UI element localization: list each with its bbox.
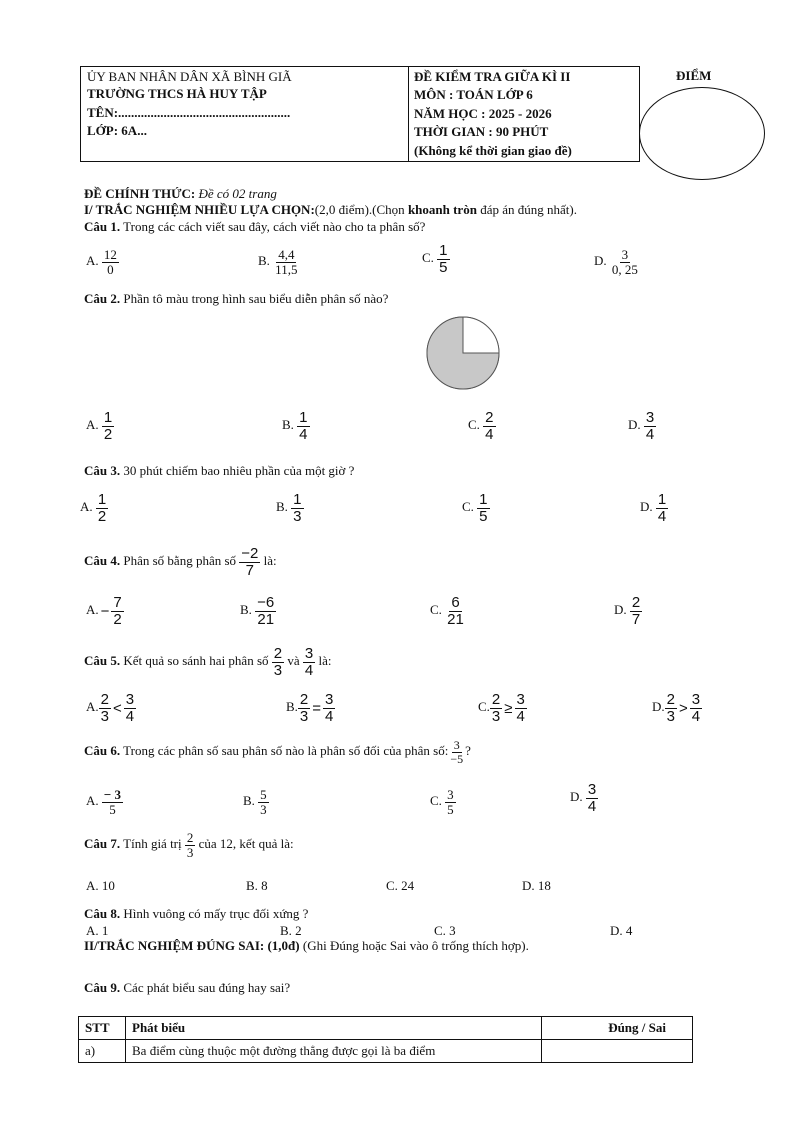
q5-text: Kết quả so sánh hai phân số xyxy=(120,653,272,669)
q2-b-num: 1 xyxy=(299,409,308,426)
q7-option-c[interactable]: C. 24 xyxy=(386,878,415,893)
q6-c-den: 5 xyxy=(447,801,454,817)
q3-d-letter: D. xyxy=(640,499,653,515)
header-exam-title: ĐỀ KIỂM TRA GIỮA KÌ II xyxy=(414,69,571,84)
q2-option-a[interactable] xyxy=(86,410,114,443)
q6-b-den: 3 xyxy=(260,801,267,817)
q1-text: Trong các cách viết sau đây, cách viết nào cho ta phân số? xyxy=(120,219,426,234)
q6-label: Câu 6. xyxy=(84,743,121,759)
header-name-line[interactable]: TÊN:..................................................... xyxy=(87,105,291,120)
q6-b-fraction xyxy=(258,788,269,816)
q1-label: Câu 1. xyxy=(84,219,121,234)
q7-option-b[interactable]: B. 8 xyxy=(246,878,268,893)
q2-b-fraction xyxy=(297,410,309,443)
q2-option-c[interactable] xyxy=(468,410,496,443)
q4-given-num: −2 xyxy=(241,545,259,562)
pie-unshaded-sector xyxy=(463,317,499,353)
q1-b-letter: B. xyxy=(258,253,270,269)
q2-c-den: 4 xyxy=(485,425,494,443)
header-box xyxy=(80,66,640,162)
q2-c-num: 2 xyxy=(485,409,494,426)
q7-label: Câu 7. xyxy=(84,836,121,852)
q8-text: Hình vuông có mấy trục đối xứng ? xyxy=(120,906,309,921)
q2-d-fraction xyxy=(644,410,656,443)
q6-b-num: 5 xyxy=(260,787,267,802)
q3-option-d[interactable] xyxy=(640,492,668,525)
q5-f2-den: 4 xyxy=(304,661,314,679)
q5-d-right-den: 4 xyxy=(691,707,701,725)
q3-d-fraction xyxy=(656,492,668,525)
header-statement: Phát biểu xyxy=(126,1017,542,1040)
q6-option-a[interactable] xyxy=(86,788,123,816)
q1-option-b[interactable] xyxy=(258,248,299,276)
q7-option-d[interactable]: D. 18 xyxy=(522,878,551,893)
q3-option-b[interactable] xyxy=(276,492,304,525)
q1-a-fraction xyxy=(102,248,119,276)
q4-d-num: 2 xyxy=(631,594,641,611)
q4-given-den: 7 xyxy=(245,561,255,579)
q6-given-fraction xyxy=(448,739,465,765)
q6-a-num: − 3 xyxy=(103,787,122,802)
q4-b-den: 21 xyxy=(257,610,275,628)
q3-label: Câu 3. xyxy=(84,463,121,478)
q6-stem xyxy=(84,739,471,765)
q5-c-letter: C. xyxy=(478,699,490,715)
q5-b-left-num: 2 xyxy=(299,691,309,708)
q1-option-a[interactable] xyxy=(86,248,119,276)
q1-option-c[interactable] xyxy=(422,243,450,276)
q3-d-num: 1 xyxy=(657,491,667,508)
row-answer-cell[interactable] xyxy=(542,1040,693,1063)
header-true-false: Đúng / Sai xyxy=(542,1017,693,1040)
q5-a-left-num: 2 xyxy=(100,691,109,708)
q1-b-num: 4,4 xyxy=(278,247,295,262)
q8-option-a[interactable]: A. 1 xyxy=(86,923,109,938)
q5-b-left-fraction xyxy=(298,692,310,725)
q5-b-right-num: 3 xyxy=(325,691,334,708)
q6-d-num: 3 xyxy=(587,781,597,798)
q8-stem xyxy=(84,906,308,922)
q1-a-num: 12 xyxy=(103,247,117,262)
q3-a-num: 1 xyxy=(97,491,107,508)
q5-option-a[interactable] xyxy=(86,692,136,725)
q5-b-operator: = xyxy=(312,699,322,717)
q5-and: và xyxy=(287,653,303,669)
q5-d-left-fraction xyxy=(665,692,677,725)
q5-c-right-num: 3 xyxy=(516,691,525,708)
q5-fraction-2 xyxy=(303,646,315,679)
q3-b-fraction xyxy=(291,492,303,525)
q1-d-fraction xyxy=(610,248,640,276)
q1-d-num: 3 xyxy=(621,247,629,262)
q5-a-left-fraction xyxy=(99,692,111,725)
official-label: ĐỀ CHÍNH THỨC: xyxy=(84,186,196,201)
q4-text: Phân số bằng phân số xyxy=(120,553,240,569)
q4-a-num: 7 xyxy=(113,594,122,611)
q5-d-right-fraction xyxy=(690,692,702,725)
table-header-row xyxy=(79,1017,693,1040)
q2-d-letter: D. xyxy=(628,417,641,433)
header-school: TRƯỜNG THCS HÀ HUY TẬP xyxy=(87,86,267,101)
q6-option-d[interactable] xyxy=(570,782,598,815)
header-school-year: NĂM HỌC : 2025 - 2026 xyxy=(414,106,552,121)
q5-d-left-den: 3 xyxy=(666,707,675,725)
q9-stem xyxy=(84,980,290,996)
q4-b-letter: B. xyxy=(240,602,252,618)
q5-d-operator: > xyxy=(678,699,688,717)
score-label: ĐIỂM xyxy=(676,68,712,83)
q2-a-num: 1 xyxy=(103,409,113,426)
q6-d-fraction xyxy=(586,782,598,815)
q5-a-left-den: 3 xyxy=(100,707,109,725)
q2-a-letter: A. xyxy=(86,417,99,433)
q6-text: Trong các phân số sau phân số nào là phân số đối của phân số: xyxy=(120,743,449,759)
q5-c-right-den: 4 xyxy=(516,707,525,725)
section2-note: (Ghi Đúng hoặc Sai vào ô trống thích hợp). xyxy=(299,938,529,953)
q3-b-den: 3 xyxy=(293,507,302,525)
section2-title: II/TRẮC NGHIỆM ĐÚNG SAI: (1,0đ) xyxy=(84,938,300,953)
q8-label: Câu 8. xyxy=(84,906,121,921)
row-stt: a) xyxy=(79,1040,126,1063)
q6-c-letter: C. xyxy=(430,793,442,809)
official-line xyxy=(84,186,277,202)
q7-stem xyxy=(84,831,294,859)
q2-c-letter: C. xyxy=(468,417,480,433)
q6-given-num: 3 xyxy=(453,738,460,752)
q2-option-d[interactable] xyxy=(628,410,656,443)
q6-option-b[interactable] xyxy=(243,788,269,816)
q6-given-den: −5 xyxy=(450,751,464,766)
q2-b-letter: B. xyxy=(282,417,294,433)
q3-c-num: 1 xyxy=(479,491,488,508)
q5-c-left-den: 3 xyxy=(491,707,501,725)
q2-b-den: 4 xyxy=(299,425,308,443)
q2-d-den: 4 xyxy=(645,425,655,443)
q5-d-right-num: 3 xyxy=(691,691,701,708)
q6-a-fraction xyxy=(102,788,123,816)
q4-d-fraction xyxy=(630,595,642,628)
section2-heading xyxy=(84,938,529,954)
q5-b-right-fraction xyxy=(323,692,335,725)
header-divider xyxy=(408,67,409,161)
q6-d-den: 4 xyxy=(587,797,597,815)
q5-b-left-den: 3 xyxy=(299,707,309,725)
q5-a-right-fraction xyxy=(124,692,136,725)
q1-stem xyxy=(84,219,425,235)
q2-d-num: 3 xyxy=(645,409,655,426)
q5-c-left-num: 2 xyxy=(491,691,501,708)
q4-a-den: 2 xyxy=(113,610,122,628)
q5-c-left-fraction xyxy=(490,692,502,725)
q1-c-fraction xyxy=(437,243,449,276)
q3-d-den: 4 xyxy=(657,507,667,525)
q3-stem xyxy=(84,463,354,479)
q4-b-fraction xyxy=(255,595,276,628)
q5-c-right-fraction xyxy=(515,692,527,725)
q5-b-right-den: 4 xyxy=(325,707,334,725)
q3-a-fraction xyxy=(96,492,108,525)
q7-tail: của 12, kết quả là: xyxy=(198,836,294,852)
q5-option-b[interactable] xyxy=(286,692,335,725)
q5-a-right-den: 4 xyxy=(125,707,135,725)
q5-f2-num: 3 xyxy=(304,645,314,662)
header-stt: STT xyxy=(79,1017,126,1040)
header-class-line[interactable]: LỚP: 6A... xyxy=(87,123,147,138)
q6-a-letter: A. xyxy=(86,793,99,809)
q1-a-den: 0 xyxy=(107,261,114,277)
q4-option-a[interactable] xyxy=(86,595,124,628)
q1-c-letter: C. xyxy=(422,250,434,266)
q5-d-left-num: 2 xyxy=(666,691,675,708)
q4-option-d[interactable] xyxy=(614,595,642,628)
section1-heading xyxy=(84,202,577,218)
q5-d-letter: D. xyxy=(652,699,665,715)
true-false-table xyxy=(78,1016,693,1063)
q6-tail: ? xyxy=(465,743,471,759)
q4-c-den: 21 xyxy=(447,610,464,628)
q4-d-letter: D. xyxy=(614,602,627,618)
q9-label: Câu 9. xyxy=(84,980,121,995)
q3-b-letter: B. xyxy=(276,499,288,515)
q6-c-num: 3 xyxy=(447,787,454,802)
section1-emph: khoanh tròn xyxy=(407,202,477,217)
q3-c-den: 5 xyxy=(479,507,488,525)
header-time: THỜI GIAN : 90 PHÚT xyxy=(414,124,549,139)
q5-option-d[interactable] xyxy=(652,692,702,725)
q6-c-fraction xyxy=(445,788,456,816)
q4-label: Câu 4. xyxy=(84,553,121,569)
q4-b-num: −6 xyxy=(257,594,275,611)
q5-a-operator: < xyxy=(112,699,122,717)
q8-option-c[interactable]: C. 3 xyxy=(434,923,456,938)
q7-option-a[interactable]: A. 10 xyxy=(86,878,115,893)
q5-label: Câu 5. xyxy=(84,653,121,669)
q4-c-fraction xyxy=(445,595,466,628)
q7-given-num: 2 xyxy=(186,830,194,845)
section1-points: (2,0 điểm).(Chọn xyxy=(314,202,408,217)
q6-a-den: 5 xyxy=(109,801,116,817)
q2-label: Câu 2. xyxy=(84,291,121,306)
q1-d-letter: D. xyxy=(594,253,607,269)
q3-c-fraction xyxy=(477,492,489,525)
q5-f1-den: 3 xyxy=(273,661,283,679)
q1-d-den: 0, 25 xyxy=(611,261,638,277)
q5-fraction-1 xyxy=(272,646,284,679)
q4-a-fraction xyxy=(111,595,123,628)
pie-chart-figure xyxy=(426,316,500,390)
q7-text: Tính giá trị xyxy=(120,836,185,852)
header-time-note: (Không kể thời gian giao đề) xyxy=(414,143,572,158)
q5-c-operator: ≥ xyxy=(504,699,513,717)
q4-c-letter: C. xyxy=(430,602,442,618)
q5-stem xyxy=(84,646,331,679)
q7-given-fraction xyxy=(185,831,196,859)
q1-a-letter: A. xyxy=(86,253,99,269)
q2-text: Phần tô màu trong hình sau biểu diễn phân số nào? xyxy=(120,291,389,306)
q5-option-c[interactable] xyxy=(478,692,527,725)
score-circle xyxy=(639,87,765,180)
q2-a-den: 2 xyxy=(103,425,113,443)
q3-b-num: 1 xyxy=(293,491,302,508)
q4-option-c[interactable] xyxy=(430,595,466,628)
q4-given-fraction xyxy=(239,546,260,579)
q4-a-sign: − xyxy=(100,602,110,620)
q1-option-d[interactable] xyxy=(594,248,640,276)
header-subject: MÔN : TOÁN LỚP 6 xyxy=(414,87,533,102)
q3-option-c[interactable] xyxy=(462,492,490,525)
q2-c-fraction xyxy=(483,410,495,443)
row-statement: Ba điểm cùng thuộc một đường thẳng được gọi là ba điểm xyxy=(126,1040,542,1063)
q4-option-b[interactable] xyxy=(240,595,276,628)
q4-stem xyxy=(84,546,277,579)
q4-d-den: 7 xyxy=(631,610,641,628)
q6-d-letter: D. xyxy=(570,789,583,805)
q4-tail: là: xyxy=(263,553,277,569)
header-committee: ỦY BAN NHÂN DÂN XÃ BÌNH GIÃ xyxy=(87,69,292,84)
q8-option-d[interactable]: D. 4 xyxy=(610,923,633,938)
q3-option-a[interactable] xyxy=(80,492,108,525)
q2-stem xyxy=(84,291,388,307)
section1-tail: đáp án đúng nhất). xyxy=(476,202,577,217)
q5-a-letter: A. xyxy=(86,699,99,715)
q5-tail: là: xyxy=(318,653,332,669)
q2-a-fraction xyxy=(102,410,114,443)
q1-b-den: 11,5 xyxy=(275,261,298,277)
q3-text: 30 phút chiếm bao nhiêu phần của một giờ ? xyxy=(120,463,355,478)
q1-c-num: 1 xyxy=(439,242,448,259)
q6-option-c[interactable] xyxy=(430,788,456,816)
q4-a-letter: A. xyxy=(86,602,99,618)
q3-a-den: 2 xyxy=(97,507,107,525)
table-row xyxy=(79,1040,693,1063)
q3-a-letter: A. xyxy=(80,499,93,515)
section1-title: I/ TRẮC NGHIỆM NHIỀU LỰA CHỌN: xyxy=(84,202,315,217)
q4-c-num: 6 xyxy=(451,594,460,611)
pages-note: Đề có 02 trang xyxy=(198,186,277,201)
q6-b-letter: B. xyxy=(243,793,255,809)
q9-text: Các phát biểu sau đúng hay sai? xyxy=(120,980,291,995)
q1-c-den: 5 xyxy=(439,258,448,276)
q7-given-den: 3 xyxy=(186,844,194,860)
q5-a-right-num: 3 xyxy=(125,691,135,708)
q3-c-letter: C. xyxy=(462,499,474,515)
q8-option-b[interactable]: B. 2 xyxy=(280,923,302,938)
q5-f1-num: 2 xyxy=(273,645,283,662)
q2-option-b[interactable] xyxy=(282,410,310,443)
q5-b-letter: B. xyxy=(286,699,298,715)
q1-b-fraction xyxy=(273,248,299,276)
